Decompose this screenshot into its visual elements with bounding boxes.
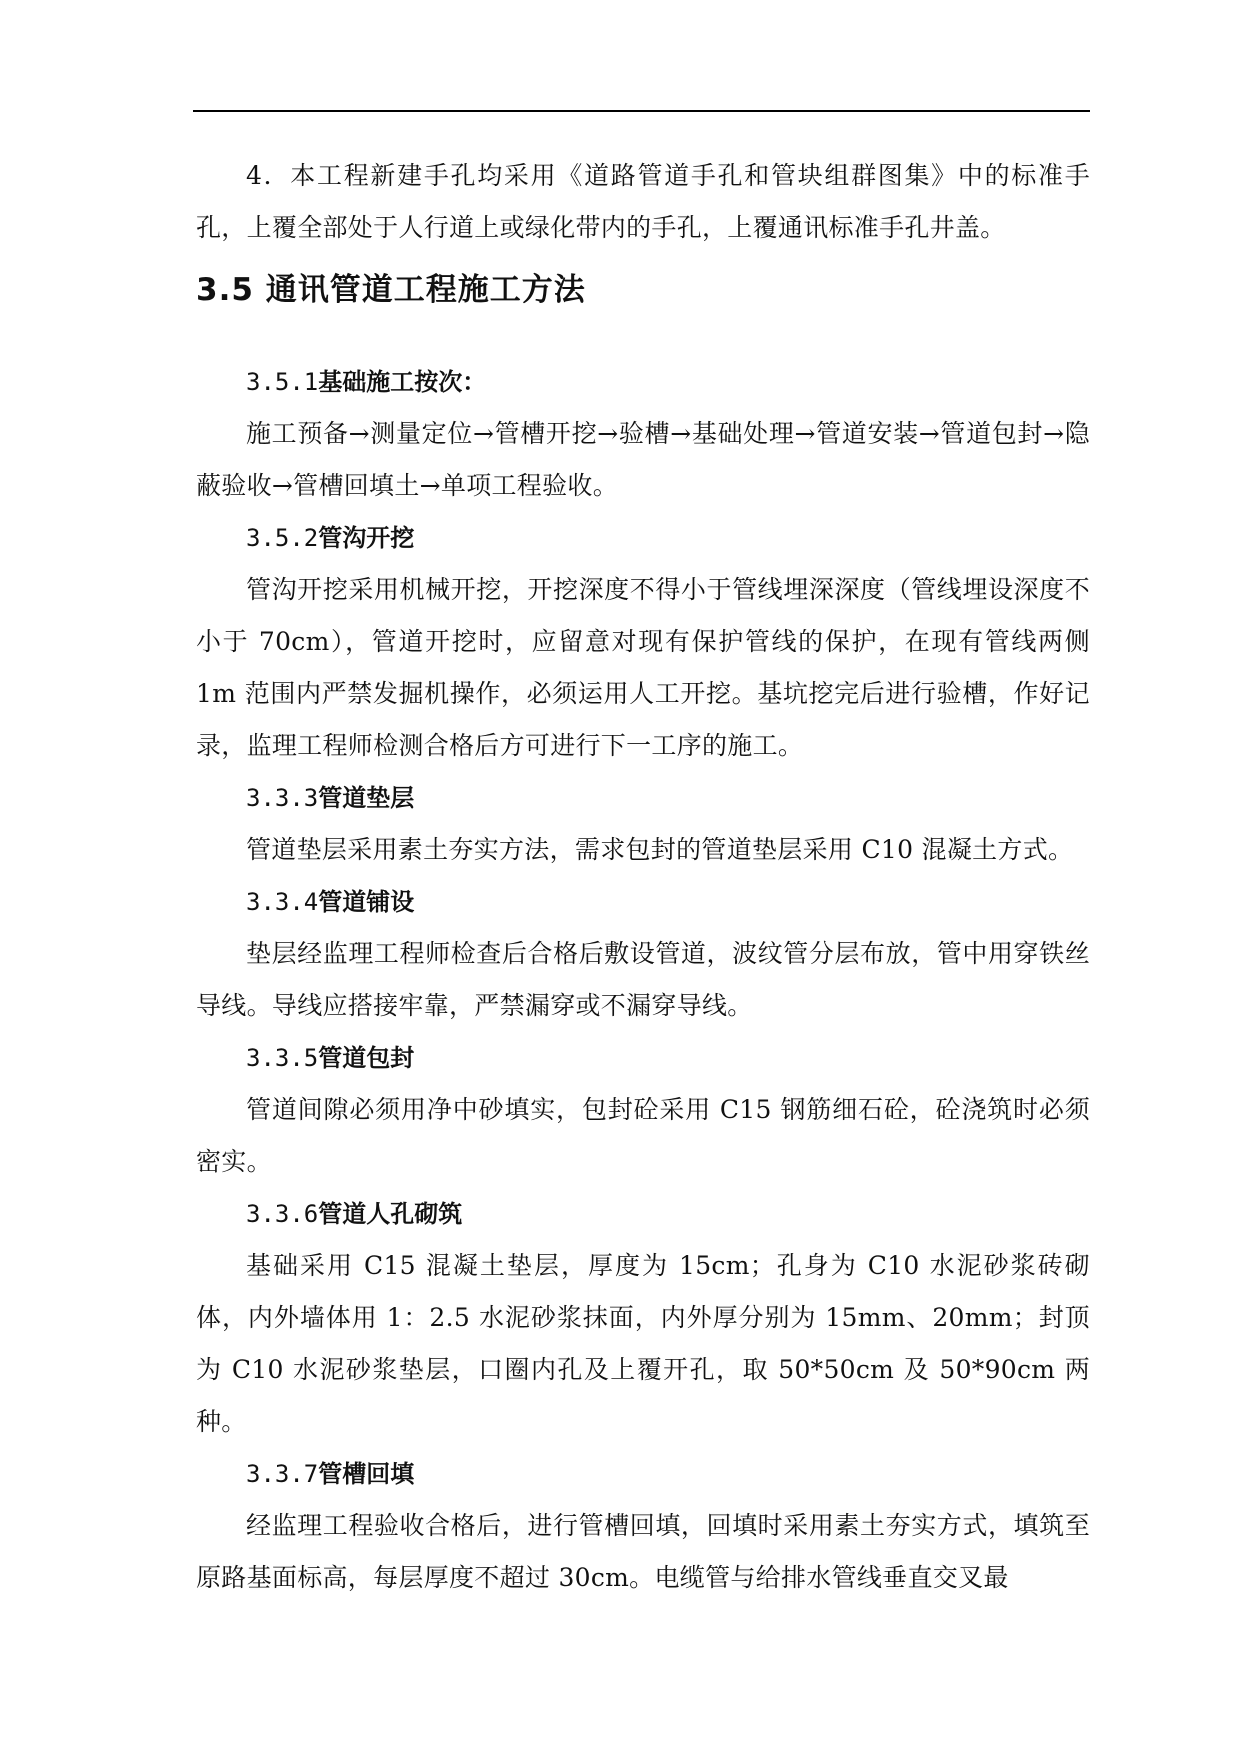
subsection-body: 施工预备→测量定位→管槽开挖→验槽→基础处理→管道安装→管道包封→隐蔽验收→管槽回填土→单项工程验收。 xyxy=(196,419,1090,500)
subsection-heading xyxy=(196,876,1090,928)
subsection-number: 3.3.7 xyxy=(246,1460,319,1488)
subsection-number: 3.3.3 xyxy=(246,784,319,812)
subsection-3-3-6 xyxy=(196,1188,1090,1448)
subsection-heading xyxy=(196,356,1090,408)
subsection-3-5-1 xyxy=(196,356,1090,512)
subsection-number: 3.3.4 xyxy=(246,888,319,916)
subsection-3-5-2 xyxy=(196,512,1090,772)
subsection-body: 垫层经监理工程师检查后合格后敷设管道，波纹管分层布放，管中用穿铁丝导线。导线应搭接牢靠，严禁漏穿或不漏穿导线。 xyxy=(196,939,1090,1020)
subsection-number: 3.5.2 xyxy=(246,524,319,552)
subsection-heading xyxy=(196,1032,1090,1084)
subsection-3-3-5 xyxy=(196,1032,1090,1188)
header-rule xyxy=(193,110,1090,112)
subsection-body: 基础采用 C15 混凝土垫层，厚度为 15cm；孔身为 C10 水泥砂浆砖砌体，内外墙体用 1：2.5 水泥砂浆抹面，内外厚分别为 15mm、20mm；封顶为 C10 水泥砂浆垫层，口圈内孔及上覆开孔，取 50*50cm 及 50*90cm 两种。 xyxy=(196,1251,1090,1436)
subsection-heading xyxy=(196,512,1090,564)
subsection-number: 3.5.1 xyxy=(246,368,319,396)
subsection-title: 基础施工按次： xyxy=(318,367,487,396)
subsection-title: 管槽回填 xyxy=(318,1459,415,1488)
subsection-body: 管沟开挖采用机械开挖，开挖深度不得小于管线埋深深度（管线埋设深度不小于 70cm），管道开挖时，应留意对现有保护管线的保护，在现有管线两侧 1m 范围内严禁发掘机操作，必须运用人工开挖。基坑挖完后进行验槽，作好记录，监理工程师检测合格后方可进行下一工序的施工。 xyxy=(196,575,1090,760)
subsection-3-3-4 xyxy=(196,876,1090,1032)
subsection-heading xyxy=(196,1448,1090,1500)
subsection-3-3-3 xyxy=(196,772,1090,876)
subsection-title: 管沟开挖 xyxy=(318,523,415,552)
subsection-title: 管道铺设 xyxy=(318,887,415,916)
intro-paragraph: 4．本工程新建手孔均采用《道路管道手孔和管块组群图集》中的标准手孔，上覆全部处于人行道上或绿化带内的手孔，上覆通讯标准手孔井盖。 xyxy=(196,161,1090,242)
subsection-title: 管道垫层 xyxy=(318,783,415,812)
subsection-title: 管道包封 xyxy=(318,1043,415,1072)
subsection-number: 3.3.6 xyxy=(246,1200,319,1228)
subsection-heading xyxy=(196,1188,1090,1240)
document-page xyxy=(196,150,1090,1604)
subsection-body: 管道垫层采用素土夯实方法，需求包封的管道垫层采用 C10 混凝土方式。 xyxy=(246,835,1074,864)
subsection-3-3-7 xyxy=(196,1448,1090,1604)
subsection-number: 3.3.5 xyxy=(246,1044,319,1072)
subsection-body: 经监理工程验收合格后，进行管槽回填，回填时采用素土夯实方式，填筑至原路基面标高，每层厚度不超过 30cm。电缆管与给排水管线垂直交叉最 xyxy=(196,1511,1090,1592)
section-title: 3.5 通讯管道工程施工方法 xyxy=(196,272,586,308)
subsection-heading xyxy=(196,772,1090,824)
subsection-title: 管道人孔砌筑 xyxy=(318,1199,463,1228)
subsection-body: 管道间隙必须用净中砂填实，包封砼采用 C15 钢筋细石砼，砼浇筑时必须密实。 xyxy=(196,1095,1090,1176)
